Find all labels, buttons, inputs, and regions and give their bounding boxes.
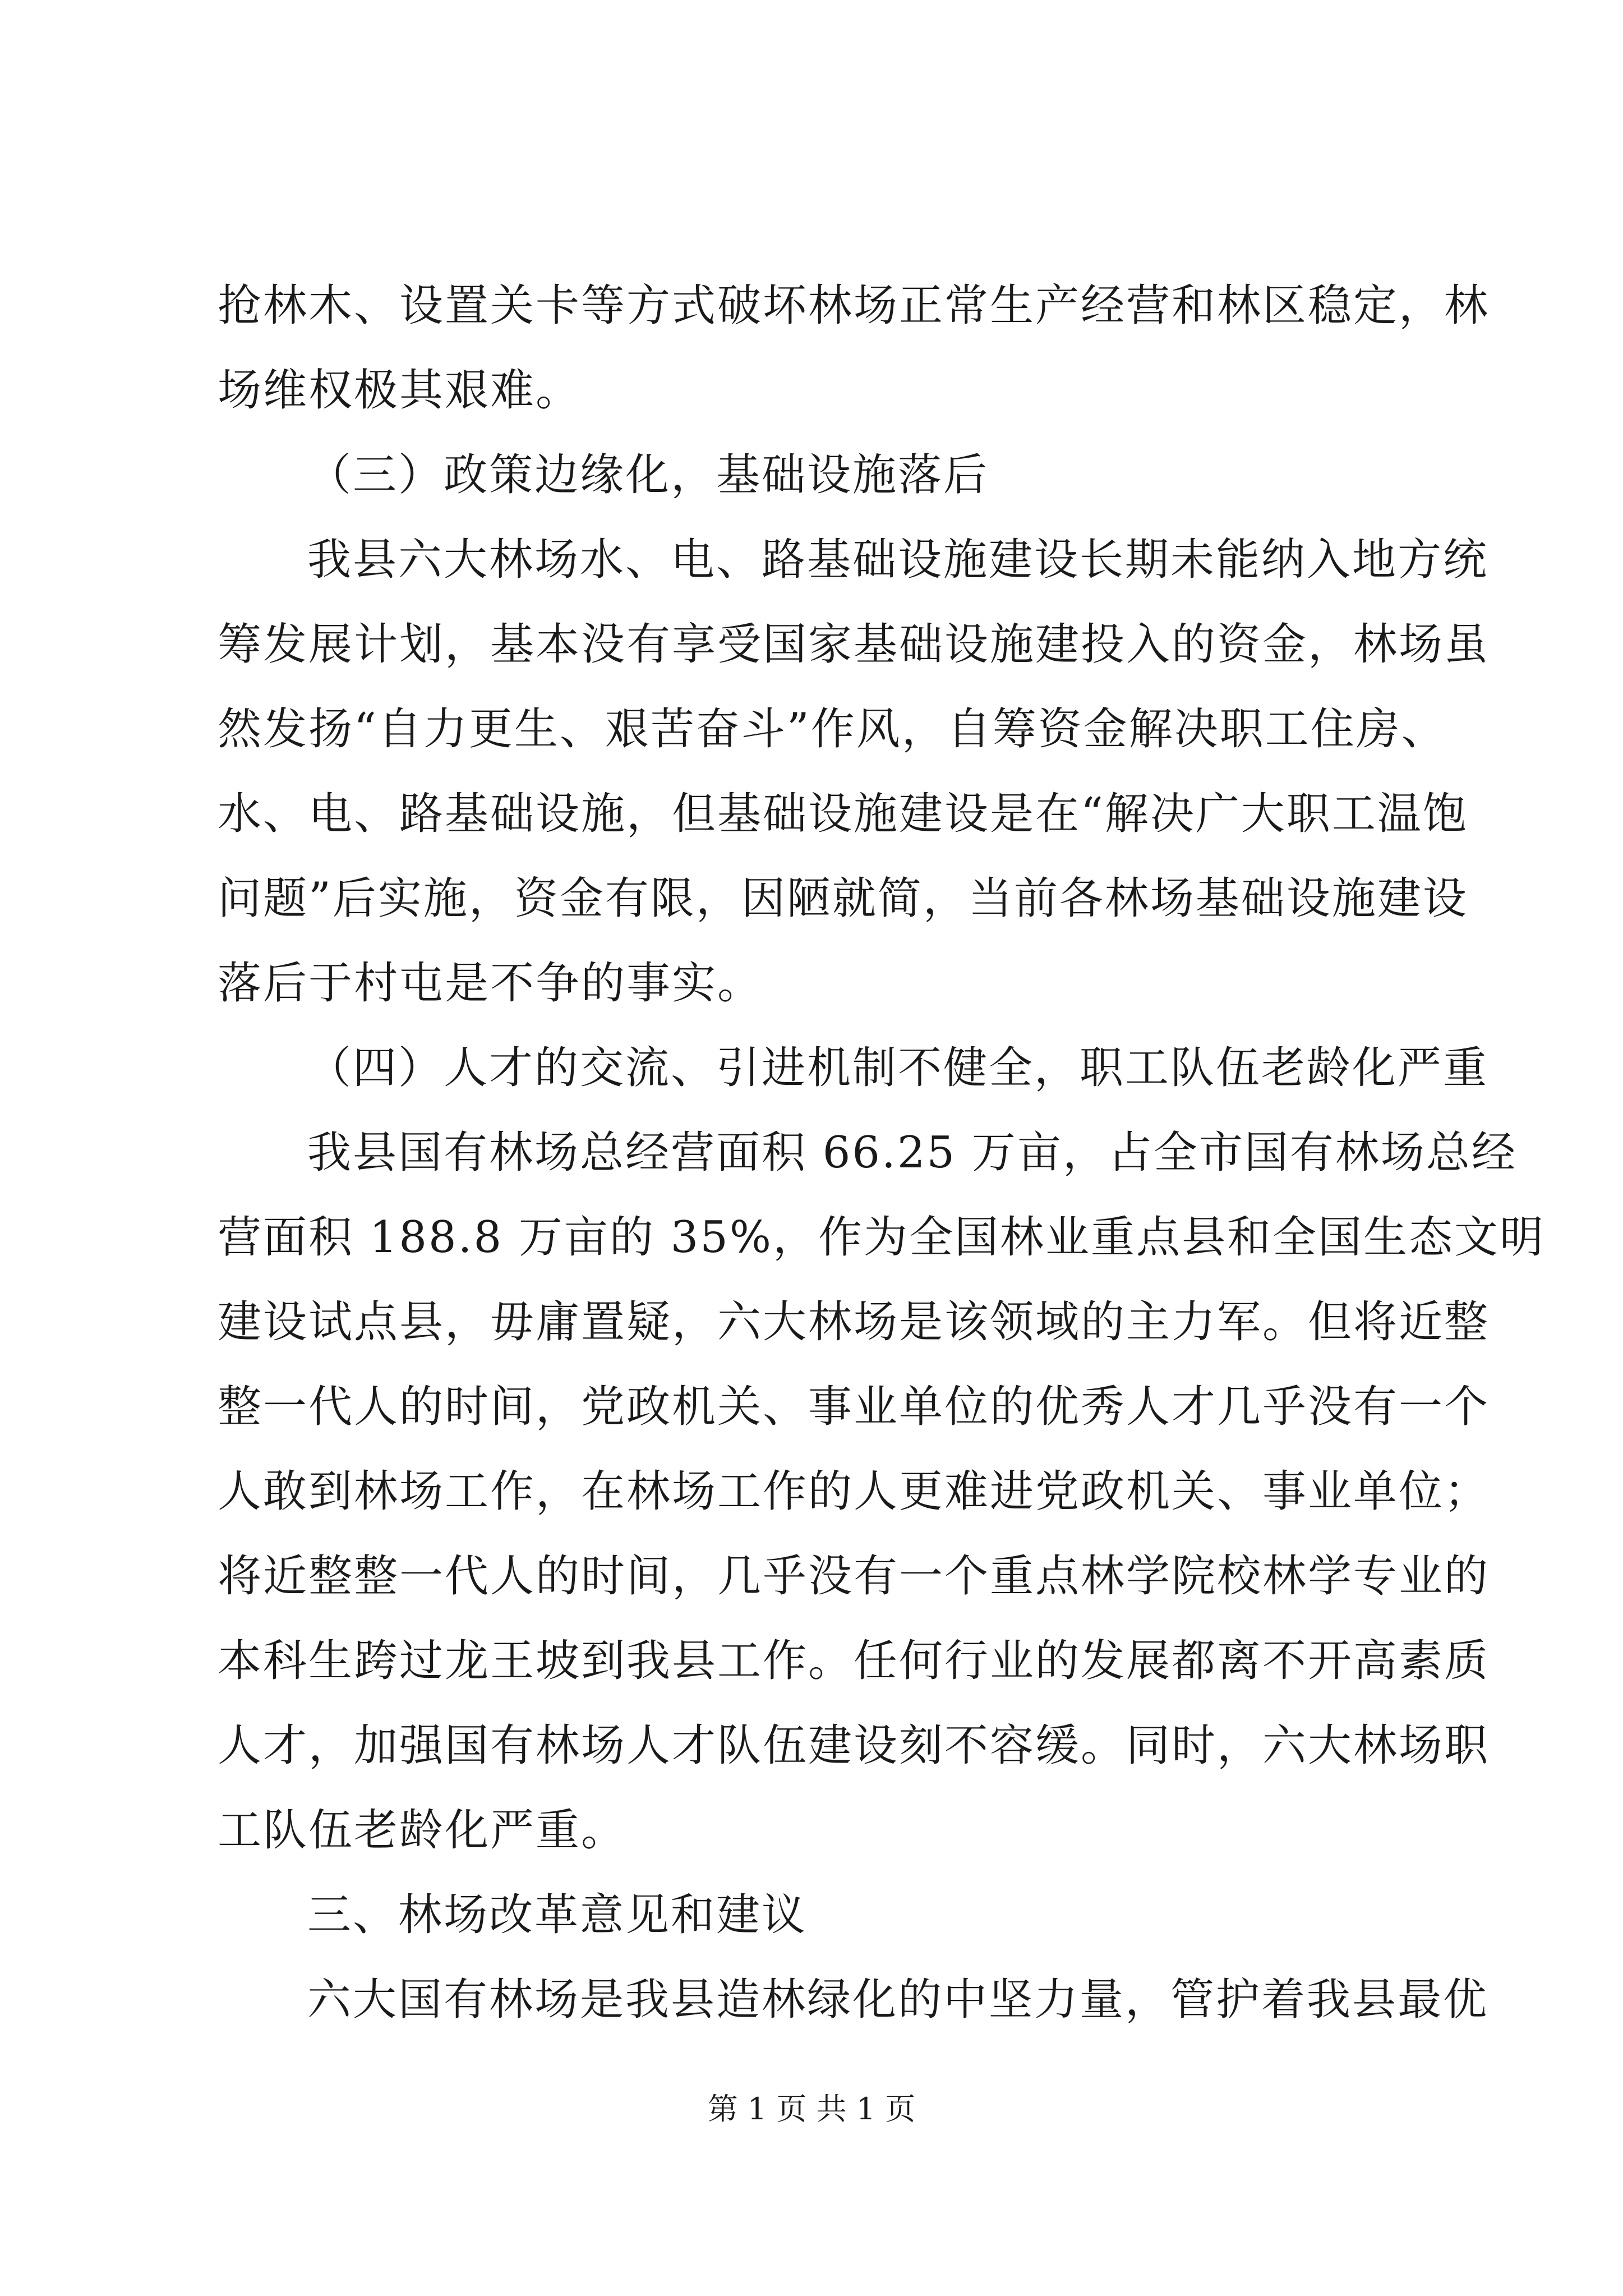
text-line: 营面积 188.8 万亩的 35%，作为全国林业重点县和全国生态文明 xyxy=(218,1212,1546,1263)
text-line: 水、电、路基础设施，但基础设施建设是在“解决广大职工温饱 xyxy=(218,789,1468,839)
document-body xyxy=(218,264,1546,2042)
page-footer: 第 1 页 共 1 页 xyxy=(707,2091,916,2127)
text-line: 整一代人的时间，党政机关、事业单位的优秀人才几乎没有一个 xyxy=(218,1382,1490,1432)
text-line: 人敢到林场工作，在林场工作的人更难进党政机关、事业单位； xyxy=(218,1466,1490,1517)
text-line: 将近整整一代人的时间，几乎没有一个重点林学院校林学专业的 xyxy=(218,1551,1490,1602)
text-line: 工队伍老龄化严重。 xyxy=(218,1805,627,1856)
text-line: 本科生跨过龙王坡到我县工作。任何行业的发展都离不开高素质 xyxy=(218,1636,1490,1686)
text-line: 落后于村屯是不争的事实。 xyxy=(218,958,763,1009)
text-line: 我县六大林场水、电、路基础设施建设长期未能纳入地方统 xyxy=(307,535,1489,585)
text-line: 我县国有林场总经营面积 66.25 万亩，占全市国有林场总经 xyxy=(307,1128,1517,1178)
text-line: 筹发展计划，基本没有享受国家基础设施建投入的资金，林场虽 xyxy=(218,619,1490,670)
section-heading: （三）政策边缘化，基础设施落后 xyxy=(307,450,989,500)
text-line: 建设试点县，毋庸置疑，六大林场是该领域的主力军。但将近整 xyxy=(218,1297,1490,1347)
text-line: 抢林木、设置关卡等方式破坏林场正常生产经营和林区稳定，林 xyxy=(218,280,1490,331)
text-line: 场维权极其艰难。 xyxy=(218,365,582,416)
section-heading: 三、林场改革意见和建议 xyxy=(307,1890,808,1940)
section-heading: （四）人才的交流、引进机制不健全，职工队伍老龄化严重 xyxy=(307,1043,1489,1093)
text-line: 问题”后实施，资金有限，因陋就简，当前各林场基础设施建设 xyxy=(218,873,1468,924)
text-line: 人才，加强国有林场人才队伍建设刻不容缓。同时，六大林场职 xyxy=(218,1720,1490,1771)
text-line: 然发扬“自力更生、艰苦奋斗”作风，自筹资金解决职工住房、 xyxy=(218,704,1447,754)
text-line: 六大国有林场是我县造林绿化的中坚力量，管护着我县最优 xyxy=(307,1975,1489,2025)
